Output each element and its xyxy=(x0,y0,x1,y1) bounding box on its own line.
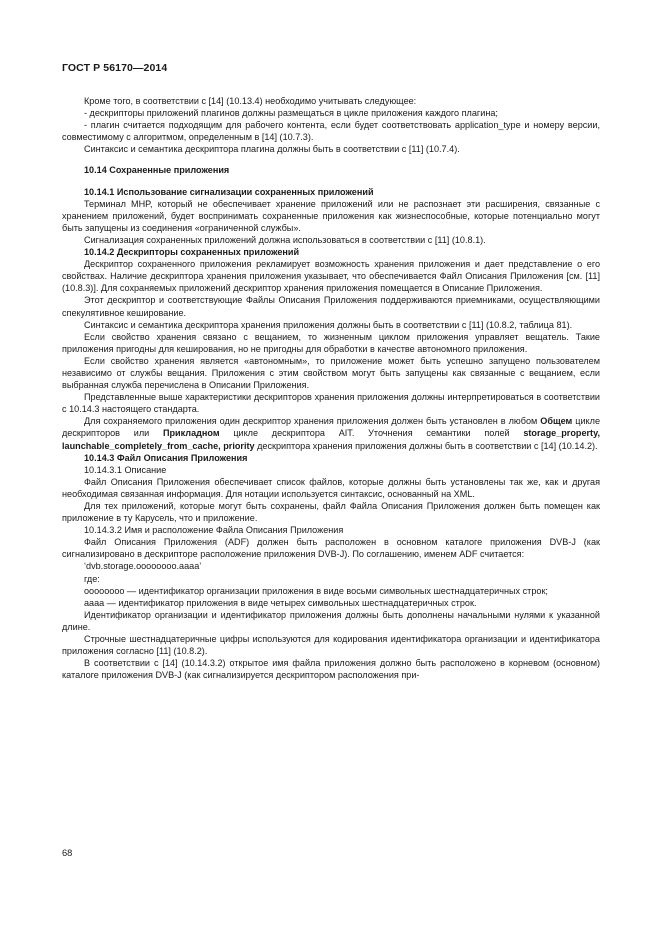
bold-term: Общем xyxy=(540,416,573,427)
subsection-heading: 10.14.2 Дескрипторы сохраненных приложений xyxy=(84,247,300,258)
subsection-heading: 10.14.3 Файл Описания Приложения xyxy=(84,452,248,463)
text-span: Для сохраняемого приложения один дескриптор хранения приложения должен быть установлен в любом xyxy=(84,416,541,427)
paragraph: Для тех приложений, которые могут быть сохранены, файл Файла Описания Приложения должен быть помещен как приложение в ту Карусель, что и приложение. xyxy=(62,501,600,524)
clause-heading: 10.14.3.2 Имя и расположение Файла Описания Приложения xyxy=(84,525,344,536)
bold-field-names: storage_property, launchable_completely_from_cache, priority xyxy=(62,428,600,451)
paragraph: Строчные шестнадцатеричные цифры используются для кодирования идентификатора организации и идентификатора приложения согласно [11] (10.8.2). xyxy=(62,634,600,657)
paragraph: Если свойство хранения является «автономным», то приложение может быть успешно запущено пользователем независимо от службы вещания. Приложения с этим свойством могут быть запущены как связанные с вещанием, если выбранная служба перечислена в Описании Приложения. xyxy=(62,355,600,391)
paragraph: Кроме того, в соответствии с [14] (10.13.4) необходимо учитывать следующее: xyxy=(84,96,417,106)
paragraph: где: xyxy=(84,573,100,584)
paragraph: Представленные выше характеристики дескрипторов хранения приложения должны интерпретироваться в соответствии с 10.14.3 настоящего стандарта. xyxy=(62,392,600,415)
paragraph-with-bold xyxy=(62,415,600,451)
paragraph: Файл Описания Приложения (ADF) должен быть расположен в основном каталоге приложения DVB-J (как сигнализировано в дескрипторе расположение приложения DVB-J). По соглашению, именем ADF считается: xyxy=(62,537,600,560)
clause-heading: 10.14.3.1 Описание xyxy=(84,464,167,475)
paragraph: oooooooo — идентификатор организации приложения в виде восьми символьных шестнадцатеричных строк; xyxy=(84,585,548,596)
text-span: цикле дескрипторов или xyxy=(62,416,600,439)
paragraph: Синтаксис и семантика дескриптора плагина должны быть в соответствии с [11] (10.7.4). xyxy=(84,144,460,155)
bold-term: Прикладном xyxy=(162,428,220,439)
paragraph: Синтаксис и семантика дескриптора хранения приложения должны быть в соответствии с [11] (10.8.2, таблица 81). xyxy=(84,319,573,330)
subsection-heading: 10.14.1 Использование сигнализации сохраненных приложений xyxy=(84,186,374,197)
paragraph: aaaa — идентификатор приложения в виде четырех символьных шестнадцатеричных строк. xyxy=(84,597,477,608)
paragraph: Этот дескриптор и соответствующие Файлы Описания Приложения поддерживаются приемниками, осуществляющими спекулятивное кеширование. xyxy=(62,295,600,318)
standard-header: ГОСТ Р 56170—2014 xyxy=(62,62,168,74)
paragraph: Сигнализация сохраненных приложений должна использоваться в соответствии с [11] (10.8.1). xyxy=(84,234,486,245)
text-span: цикле дескриптора AIT. Уточнения семантики полей xyxy=(219,428,524,439)
text-span: дескриптора хранения приложения должны быть в соответствии с [14] (10.14.2). xyxy=(254,440,598,451)
body-text xyxy=(62,95,600,681)
list-item: - плагин считается подходящим для рабочего контента, если будет соответствовать application_type и номеру версии, совместимому с алгоритмом, определенным в [14] (10.7.3). xyxy=(62,120,600,143)
paragraph: Терминал MHP, который не обеспечивает хранение приложений или не распознает эти расширения, связанные с хранением приложений, будет воспринимать сохраненные приложения как жизнеспособные, которые потенциально могут быть запущены из соединения «ограниченной службы». xyxy=(62,198,600,233)
list-item: - дескрипторы приложений плагинов должны размещаться в цикле приложения каждого плагина; xyxy=(84,108,498,119)
paragraph: Файл Описания Приложения обеспечивает список файлов, которые должны быть установлены так же, как и другая необходимая связанная информация. Для нотации используется синтаксис, основанный на XML. xyxy=(62,476,600,499)
paragraph: Идентификатор организации и идентификатор приложения должны быть дополнены начальными нулями к указанной длине. xyxy=(62,609,600,632)
paragraph: Дескриптор сохраненного приложения рекламирует возможность хранения приложения и дает представление о его свойствах. Наличие дескриптора хранения приложения указывает, что обеспечивается Файл Описания Приложения [см. [11] (10.8.3)]. Для сохраняемых приложений дескриптор хранения приложения помещается в Описание Приложения. xyxy=(62,259,600,294)
section-heading: 10.14 Сохраненные приложения xyxy=(84,165,230,176)
paragraph: Если свойство хранения связано с вещанием, то жизненным циклом приложения управляет вещатель. Такие приложения пригодны для кеширования, но не пригодны для обработки в качестве автономного приложения. xyxy=(62,331,600,354)
paragraph: В соответствии с [14] (10.14.3.2) открытое имя файла приложения должно быть расположено в корневом (основном) каталоге приложения DVB-J (как сигнализируется дескриптором расположения при- xyxy=(62,658,600,681)
filename-example: ‘dvb.storage.oooooooo.aaaa’ xyxy=(84,561,202,572)
page-number: 68 xyxy=(62,848,73,858)
